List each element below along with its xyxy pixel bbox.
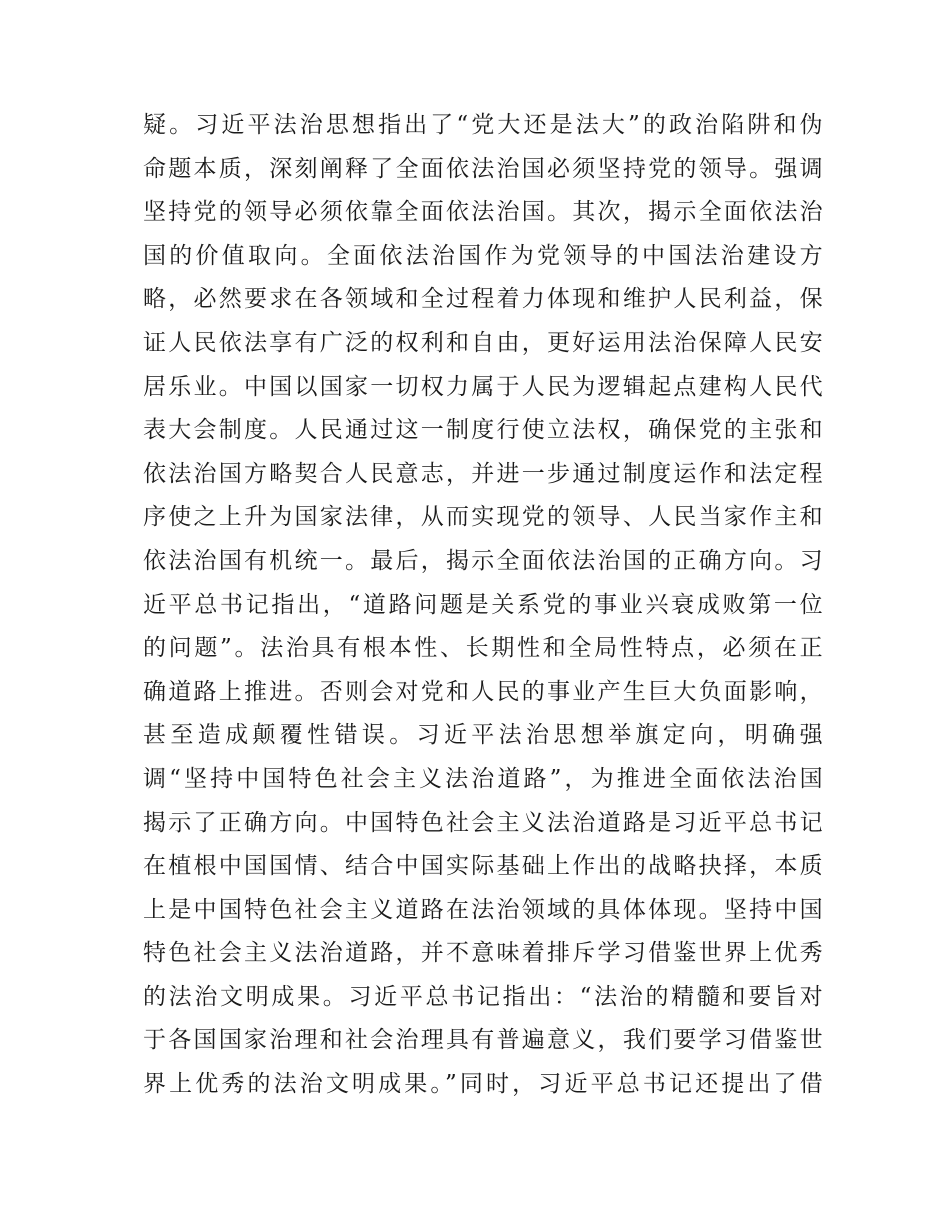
text-line: 坚持党的领导必须依靠全面依法治国。其次，揭示全面依法治 [143,199,823,226]
text-line: 略，必然要求在各领域和全过程着力体现和维护人民利益，保 [143,286,823,313]
text-line: 疑。习近平法治思想指出了“党大还是法大”的政治陷阱和伪 [143,112,823,138]
text-line: 命题本质，深刻阐释了全面依法治国必须坚持党的领导。强调 [143,155,823,182]
text-line: 在植根中国国情、结合中国实际基础上作出的战略抉择，本质 [143,853,823,880]
text-line: 特色社会主义法治道路，并不意味着排斥学习借鉴世界上优秀 [143,940,823,967]
text-line: 证人民依法享有广泛的权利和自由，更好运用法治保障人民安 [143,329,823,356]
text-line: 的问题”。法治具有根本性、长期性和全局性特点，必须在正 [143,635,823,662]
text-line: 揭示了正确方向。中国特色社会主义法治道路是习近平总书记 [143,809,823,836]
text-line: 表大会制度。人民通过这一制度行使立法权，确保党的主张和 [143,417,823,444]
text-line: 依法治国有机统一。最后，揭示全面依法治国的正确方向。习 [143,547,823,574]
text-line: 上是中国特色社会主义道路在法治领域的具体体现。坚持中国 [143,896,823,923]
text-line: 近平总书记指出，“道路问题是关系党的事业兴衰成败第一位 [143,591,823,618]
text-line: 序使之上升为国家法律，从而实现党的领导、人民当家作主和 [143,504,823,531]
text-line: 界上优秀的法治文明成果。”同时，习近平总书记还提出了借 [143,1071,823,1098]
body-paragraph [143,104,823,1107]
text-line: 依法治国方略契合人民意志，并进一步通过制度运作和法定程 [143,460,823,487]
text-line: 居乐业。中国以国家一切权力属于人民为逻辑起点建构人民代 [143,373,823,400]
text-line: 甚至造成颠覆性错误。习近平法治思想举旗定向，明确强 [143,722,823,749]
text-line: 调“坚持中国特色社会主义法治道路”，为推进全面依法治国 [143,765,823,792]
text-line: 的法治文明成果。习近平总书记指出：“法治的精髓和要旨对 [143,983,823,1010]
text-line: 确道路上推进。否则会对党和人民的事业产生巨大负面影响， [143,678,823,705]
text-line: 国的价值取向。全面依法治国作为党领导的中国法治建设方 [143,242,823,269]
text-line: 于各国国家治理和社会治理具有普遍意义，我们要学习借鉴世 [143,1027,823,1054]
